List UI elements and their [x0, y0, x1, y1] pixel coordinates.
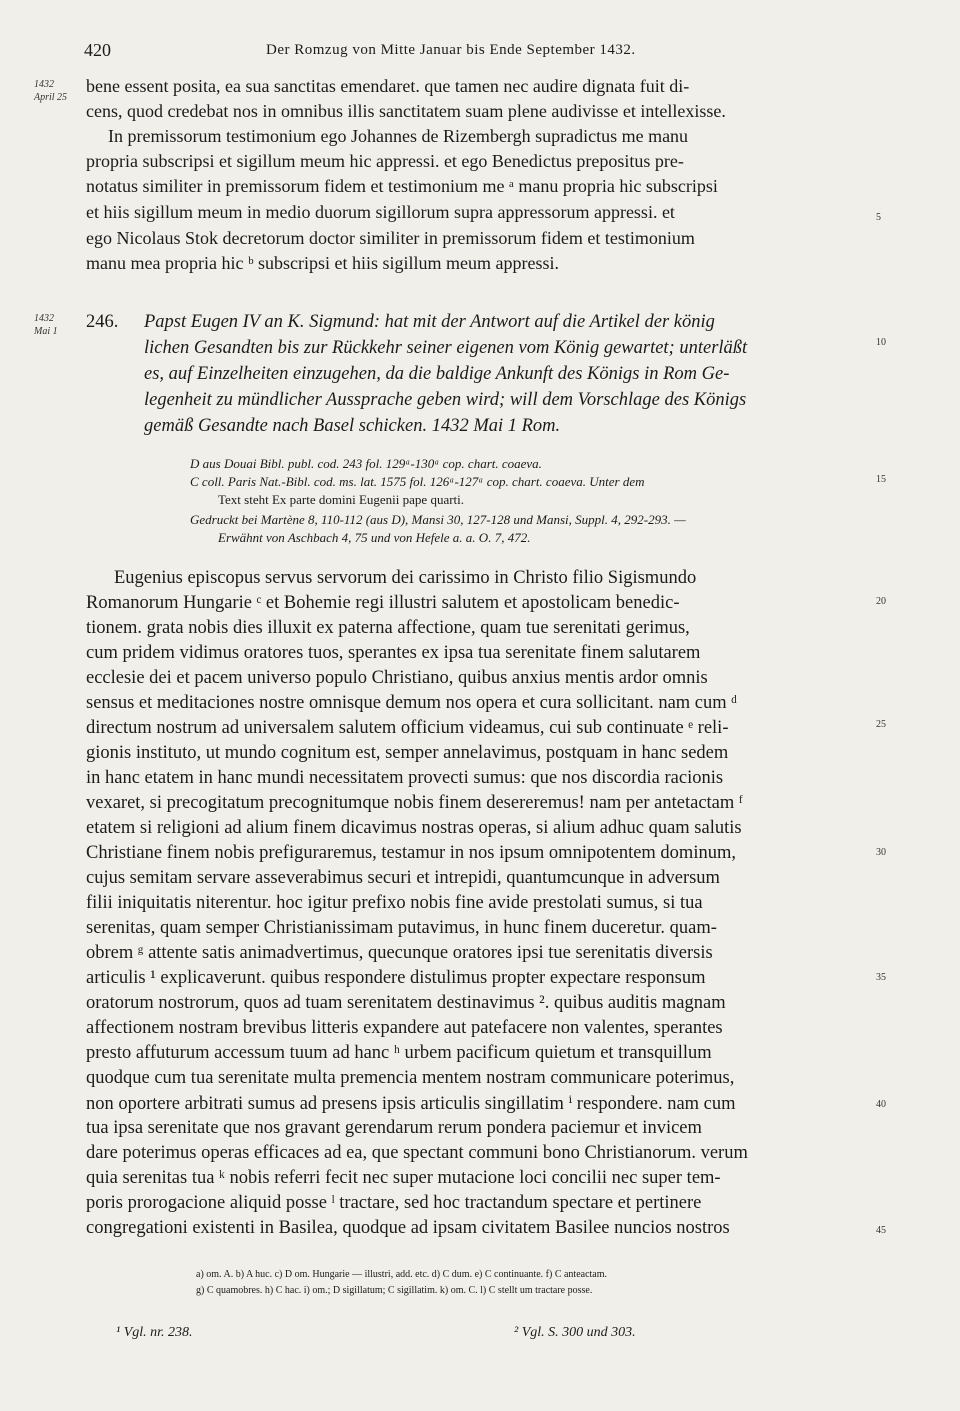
text-line: cens, quod credebat nos in omnibus illis sanctitatem suam plene audivisse et intellexisse.: [86, 101, 726, 121]
footnotes: [116, 1325, 876, 1349]
text-line: etatem si religioni ad alium finem dicavimus nostras operas, si alium adhuc quam salutis: [86, 818, 742, 838]
text-line: articulis ¹ explicaverunt. quibus respondere distulimus propter expectare responsum: [86, 968, 706, 988]
regest-line: es, auf Einzelheiten einzugehen, da die baldige Ankunft des Königs in Rom Ge-: [144, 364, 730, 384]
text-line: obrem ᵍ attente satis animadvertimus, quecunque oratores ipsi tue serenitatis diversis: [86, 943, 713, 963]
text-line: affectionem nostram brevibus litteris expandere aut patefacere non valentes, sperantes: [86, 1018, 723, 1038]
text-line: sensus et meditaciones nostre omnisque demum nos opera et cura sollicitant. nam cum ᵈ: [86, 693, 738, 713]
line-number: 35: [876, 972, 886, 983]
footnote-1: ¹ Vgl. nr. 238.: [116, 1325, 193, 1340]
text-line: oratorum nostrorum, quos ad tuam serenitatem destinavimus ². quibus auditis magnam: [86, 993, 726, 1013]
regest-line: lichen Gesandten bis zur Rückkehr seiner eigenen vom König gewartet; unterläßt: [144, 338, 748, 358]
text-line: et hiis sigillum meum in medio duorum sigillorum supra appressorum appressi. et: [86, 202, 675, 222]
text-line: Christiane finem nobis prefiguraremus, testamur in nos ipsum omnipotentem dominum,: [86, 843, 736, 863]
text-line: non oportere arbitrati sumus ad presens ipsis articulis singillatim ⁱ respondere. nam cum: [86, 1094, 736, 1114]
regest-line: gemäß Gesandte nach Basel schicken. 1432 Mai 1 Rom.: [144, 416, 561, 436]
text-line: In premissorum testimonium ego Johannes de Rizembergh supradictus me manu: [108, 126, 689, 146]
regest-line: legenheit zu mündlicher Aussprache geben wird; will dem Vorschlage des Königs: [144, 390, 747, 410]
text-line: congregationi existenti in Basilea, quodque ad ipsam civitatem Basilee nuncios nostros: [86, 1218, 730, 1238]
text-line: quia serenitas tua ᵏ nobis referri fecit nec super mutacione loci concilii nec super tem-: [86, 1168, 721, 1188]
text-line: cujus semitam servare asseverabimus securi et intrepidi, quantumcunque in adversum: [86, 868, 720, 888]
line-number: 25: [876, 719, 886, 730]
text-line: filii iniquitatis niterentur. hoc igitur prefixo nobis fine avide prestolati sumus, si tua: [86, 893, 703, 913]
text-line: poris prorogacione aliquid posse ˡ tractare, sed hoc tractandum spectare et pertinere: [86, 1193, 702, 1213]
apparatus-line: g) C quamobres. h) C hac. i) om.; D sigillatum; C sigillatim. k) om. C. l) C stellt um tractare posse.: [196, 1285, 593, 1296]
text-line: in hanc etatem in hanc mundi necessitatem provecti sumus: que nos discordia racionis: [86, 768, 724, 788]
text-line: Romanorum Hungarie ᶜ et Bohemie regi illustri salutem et apostolicam benedic-: [86, 593, 680, 613]
margin-date-doc: 1432 Mai 1: [34, 313, 58, 337]
text-line: manu mea propria hic ᵇ subscripsi et hiis sigillum meum appressi.: [86, 253, 559, 273]
text-line: directum nostrum ad universalem salutem officium videamus, cui sub continuate ᵉ reli-: [86, 718, 729, 738]
text-line: ego Nicolaus Stok decretorum doctor similiter in premissorum fidem et testimonium: [86, 228, 695, 248]
source-notes: [190, 456, 876, 556]
text-line: notatus similiter in premissorum fidem et testimonium me ᵃ manu propria hic subscripsi: [86, 176, 718, 196]
line-number: 5: [876, 212, 881, 223]
previous-text: [86, 76, 876, 276]
critical-apparatus: [196, 1269, 886, 1305]
source-line: Gedruckt bei Martène 8, 110-112 (aus D), Mansi 30, 127-128 und Mansi, Suppl. 4, 292-293. —: [190, 512, 686, 527]
text-line: tua ipsa serenitate que nos gravant gerendarum rerum pondera paciemur et invicem: [86, 1118, 702, 1138]
document-number: 246.: [86, 312, 119, 332]
line-number: 10: [876, 337, 886, 348]
apparatus-line: a) om. A. b) A huc. c) D om. Hungarie — illustri, add. etc. d) C dum. e) C continuante. f) C anteactam.: [196, 1269, 608, 1280]
page-header: [84, 40, 884, 64]
text-line: vexaret, si precogitatum precognitumque nobis finem desereremus! nam per antetactam ᶠ: [86, 793, 743, 813]
text-line: bene essent posita, ea sua sanctitas emendaret. que tamen nec audire dignata fuit di-: [86, 76, 690, 96]
running-title: Der Romzug von Mitte Januar bis Ende September 1432.: [266, 42, 636, 58]
source-line: Text steht Ex parte domini Eugenii pape quarti.: [218, 492, 465, 507]
text-line: cum pridem vidimus oratores tuos, sperantes ex ipsa tua serenitate finem salutarem: [86, 643, 701, 663]
regest-line: Papst Eugen IV an K. Sigmund: hat mit der Antwort auf die Artikel der könig: [144, 312, 715, 332]
line-number: 15: [876, 474, 886, 485]
text-line: ecclesie dei et pacem universo populo Christiano, quibus anxius mentis ardor omnis: [86, 668, 708, 688]
text-line: dare poterimus operas efficaces ad ea, que spectant communi bono Christianorum. verum: [86, 1143, 748, 1163]
line-number: 20: [876, 596, 886, 607]
footnote-2: ² Vgl. S. 300 und 303.: [514, 1325, 636, 1340]
source-line: D aus Douai Bibl. publ. cod. 243 fol. 129ᵃ-130ᵃ cop. chart. coaeva.: [190, 456, 542, 471]
page-number: 420: [84, 40, 111, 60]
text-line: presto affuturum accessum tuum ad hanc ʰ urbem pacificum quietum et transquillum: [86, 1043, 712, 1063]
line-number: 45: [876, 1225, 886, 1236]
line-number: 30: [876, 847, 886, 858]
text-line: quodque cum tua serenitate multa premencia mentem nostram communicare poterimus,: [86, 1068, 735, 1088]
regest: [86, 312, 876, 447]
source-line: C coll. Paris Nat.-Bibl. cod. ms. lat. 1575 fol. 126ᵃ-127ᵃ cop. chart. coaeva. Unter dem: [190, 474, 645, 489]
text-line: propria subscripsi et sigillum meum hic appressi. et ego Benedictus prepositus pre-: [86, 151, 684, 171]
source-line: Erwähnt von Aschbach 4, 75 und von Hefele a. a. O. 7, 472.: [218, 530, 531, 545]
text-line: serenitas, quam semper Christianissimam putavimus, in hunc finem duceretur. quam-: [86, 918, 717, 938]
text-line: tionem. grata nobis dies illuxit ex paterna affectione, quam tue serenitati gerimus,: [86, 618, 690, 638]
text-line: gionis instituto, ut mundo cognitum est, semper annelavimus, postquam in hanc sedem: [86, 743, 729, 763]
line-number: 40: [876, 1099, 886, 1110]
text-line: Eugenius episcopus servus servorum dei carissimo in Christo filio Sigismundo: [114, 568, 697, 588]
margin-date-prev: 1432 April 25: [34, 79, 68, 103]
main-text: [86, 568, 876, 1258]
